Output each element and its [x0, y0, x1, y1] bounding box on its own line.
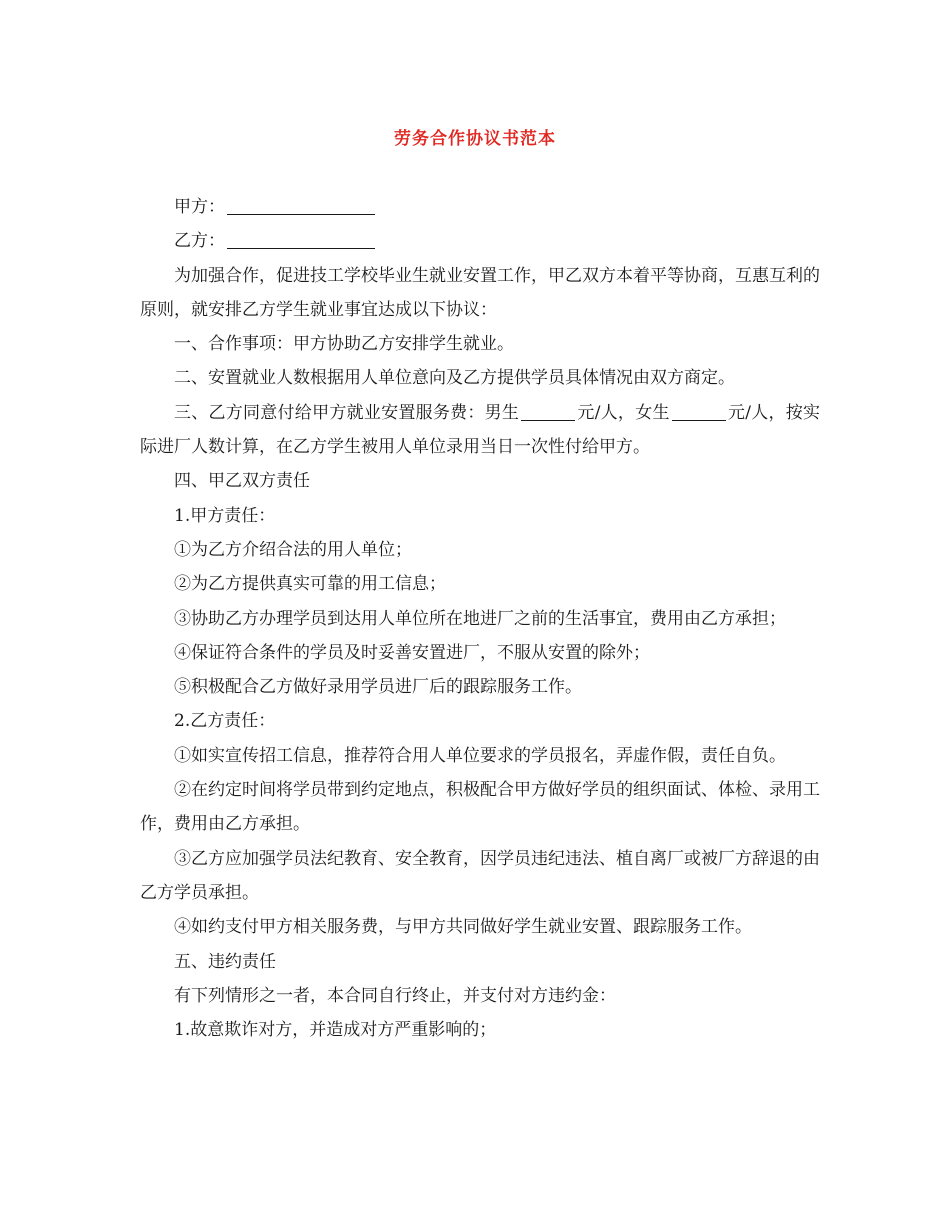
clause-1: 一、合作事项：甲方协助乙方安排学生就业。: [174, 334, 514, 355]
document-title: 劳务合作协议书范本: [394, 129, 556, 149]
party-a-resp-item: ②为乙方提供真实可靠的用工信息；: [174, 574, 446, 595]
clause-2: 二、安置就业人数根据用人单位意向及乙方提供学员具体情况由双方商定。: [174, 368, 735, 389]
party-a-blank: [227, 194, 375, 215]
intro-paragraph: 为加强合作，促进技工学校毕业生就业安置工作，甲乙双方本着平等协商，互惠互利的原则，就安排乙方学生就业事宜达成以下协议：: [140, 265, 820, 320]
clause-3-part-b: 元/人，女生: [577, 402, 670, 423]
party-a-resp-item: ⑤积极配合乙方做好录用学员进厂后的跟踪服务工作。: [174, 677, 582, 698]
party-a-resp-heading: 1.甲方责任：: [174, 505, 276, 526]
clause-5-heading: 五、违约责任: [174, 951, 276, 972]
party-b-blank: [227, 228, 375, 249]
breach-intro: 有下列情形之一者，本合同自行终止，并支付对方违约金：: [174, 985, 616, 1006]
clause-3-part-c: 元/人，按实际进厂人数计算，在乙方学生被用人单位录用当日一次性付给甲方。: [140, 402, 820, 458]
party-a-resp-item: ④保证符合条件的学员及时妥善安置进厂，不服从安置的除外；: [174, 642, 650, 663]
party-a-resp-item: ③协助乙方办理学员到达用人单位所在地进厂之前的生活事宜，费用由乙方承担；: [174, 608, 786, 629]
party-a-resp-item: ①为乙方介绍合法的用人单位；: [174, 539, 412, 560]
document-body: [140, 190, 820, 1047]
clause-3-part-a: 三、乙方同意付给甲方就业安置服务费：男生: [174, 402, 520, 423]
party-b-resp-item: ①如实宣传招工信息，推荐符合用人单位要求的学员报名，弄虚作假，责任自负。: [174, 745, 786, 766]
party-b-label: 乙方：: [174, 231, 225, 252]
female-fee-blank: [672, 400, 726, 421]
party-a-label: 甲方：: [174, 197, 225, 217]
party-b-resp-heading: 2.乙方责任：: [174, 711, 276, 732]
party-b-resp-item: ②在约定时间将学员带到约定地点，积极配合甲方做好学员的组织面试、体检、录用工作，费用由乙方承担。: [140, 780, 820, 835]
clause-4-heading: 四、甲乙双方责任: [174, 471, 310, 492]
breach-item: 1.故意欺诈对方，并造成对方严重影响的；: [174, 1020, 497, 1041]
party-b-line: [140, 224, 820, 258]
party-a-line: [140, 190, 820, 224]
party-b-resp-item: ④如约支付甲方相关服务费，与甲方共同做好学生就业安置、跟踪服务工作。: [174, 917, 752, 938]
party-b-resp-item: ③乙方应加强学员法纪教育、安全教育，因学员违纪违法、植自离厂或被厂方辞退的由乙方学员承担。: [140, 848, 820, 903]
clause-3: [140, 396, 820, 465]
male-fee-blank: [521, 400, 575, 421]
